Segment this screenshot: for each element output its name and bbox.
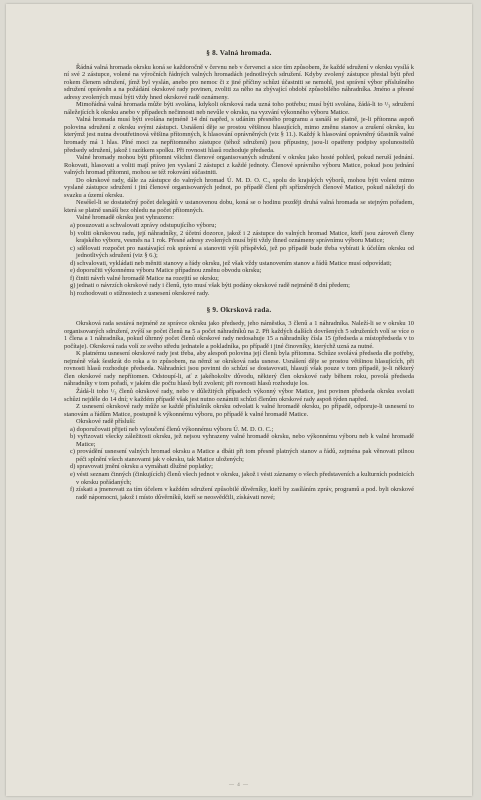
section-8-body (64, 64, 414, 222)
list-item: d) spravovati jmění okrsku a vymáhati dlužné poplatky; (70, 463, 213, 471)
paragraph: Okrskové radě přísluší: (76, 418, 136, 426)
list-item: e) doporučiti výkonnému výboru Matice případnou změnu obvodu okrsku; (70, 267, 262, 275)
list-item: f) získati a jmenovati za tím účelem v každém sdružení způsobilé důvěrníky, kteří by zasíláním zpráv, programů a pod. byli okrskové radě nápomocni, jakož i místo důvěrníků, kteří se neosvědčili, získávati nové; (70, 486, 414, 501)
section-8-list (64, 222, 414, 297)
section-9-heading: § 9. Okrsková rada. (206, 305, 272, 314)
list-item: f) činiti návrh valné hromadě Matice na rozejití se okrsku; (70, 274, 219, 282)
list-item: d) schvalovati, vykládati neb měniti stanovy a řády okrsku, jež však vždy ustanovením stanov a řádů Matice musí odpovídati; (70, 259, 392, 267)
paragraph: Valné hromadě okrsku jest vyhrazeno: (76, 214, 174, 222)
paragraph: Valná hromada musí býti svolána nejméně 14 dní napřed, s udáním přesného programu a usnáší se platně, je-li přítomna aspoň polovina sdružení z okrsku svými zástupci. Usnášení děje se prostou většinou hlasujících, mimo změnu stanov a zrušení okrsku, ku kterýmž jest nutna dvoutřetinová většina přítomných, k hlasování oprávněných (viz § 11.). Každý k hlasování oprávněný účastník valné hromady má 1 hlas. Plné moci za nepřítomného zástupce (téhož sdružení) jsou přípustny, jsou-li opatřeny podpisy spolunositelů předsedy sdružení, jakož i razítkem spolku. Při rovnosti hlasů rozhoduje předseda. (64, 116, 414, 154)
list-item: e) vésti seznam činných (činkujících) členů všech jednot v okrsku, jakož i vésti záznamy o všech představeních a kulturních podnicích v okrsku pořádaných; (70, 470, 414, 486)
list-item: a) posuzovati a schvalovati zprávy odstupujícího výboru; (70, 222, 217, 230)
paragraph: Neséšel-li se dostatečný počet delegátů v ustanovenou dobu, koná se o hodinu později druhá valná hromada se stejným pořadem, která se platně usnáší bez ohledu na počet přítomných. (64, 199, 414, 214)
paragraph: Do okrskové rady, dále za zástupce do valných hromad Ú. M. D. O. C., spolu do krajských výborů, mohou býti voleni mimo vyslané zástupce sdružení i jiní členové organisovaných jednot, po případě členi při spřízněných členové Matice, pokud náležejí do svazku a území okrsku. (64, 176, 414, 199)
paragraph: Mimořádná valná hromada může býti svolána, kdykoli okrsková rada uzná toho potřebu; musí býti svolána, žádá-li to ¹/₃ sdružení náležejících k okrsku anebo v případech nečinnosti neb nevůle v okrsku, na vyzvání výkonného výboru Matice. (64, 101, 414, 116)
page-footer: — 4 — (229, 783, 249, 788)
list-item: b) vyřizovati všecky záležitosti okrsku, jež nejsou vyhrazeny valné hromadě okrsku, nebo výkonnému výboru neb k valné hromadě Matice; (70, 433, 414, 448)
document-page (6, 4, 472, 796)
list-item: h) rozhodovati o stížnostech z usnesení okrskové rady. (70, 289, 210, 297)
paragraph: Z usnesení okrskové rady může se každé příslušník okrsku odvolati k valné hromadě okrsku, po případě, odporuje-li usnesení to stanovám a řádům Matice, postupně k výkonnému výboru, po případě k valné hromadě Matice. (64, 403, 414, 418)
list-item: c) sdělovati rozpočet pro nastávající rok správní a stanoviti výši příspěvků, jež po případě bude třeba vybírati k účelům okrsku od jednotlivých sdružení (viz § 6.); (70, 244, 414, 260)
list-item: g) jednati o návrzích okrskové rady i členů, tyto musí však býti podány okrskové radě nejméně 8 dní předem; (70, 282, 350, 290)
list-item: b) voliti okrskovou radu, její náhradníky, 2 účetní dozorce, jakož i 2 zástupce do valných hromad Matice, kteří jsou zároveň členy krajského výboru, vesměs na 1 rok. Přesné adresy zvolených musí býti vždy ihned oznámeny správnímu výboru Matice; (70, 229, 414, 245)
paragraph: Okrsková rada sestává nejméně ze správce okrsku jako předsedy, jeho náměstka, 3 členů a 1 náhradníka. Naleží-li se v okrsku 10 organisovaných sdružení, zvýší se počet členů na 5 a počet náhradníků na 2. Při každých dalších dovršených 5 sdruženích volí se více o 1 člena a 1 náhradníka, pokud úhrnný počet členů okrskové rady nedosahuje 15 a náhradníky čísla 15 (předseda a místopředseda v to počítaje). Okrsková rada volí ze svého středu jednatele a pokladníka, po případě i jiné činovníky, kterýchž uzná za nutné. (64, 320, 414, 350)
section-8-heading: § 8. Valná hromada. (206, 49, 272, 57)
paragraph: Valné hromady mohou býti přítomni všichni členové organisovaných sdružení v okrsku jako hosté pohled, pokud neruší jednání. Rokovati, hlasovati a voliti mají právo jen vyslaní 2 zástupci z každé jednoty. Členové správního výboru Matice, pokud jsou jednání valných hromad přítomni, mohou se též rokování súčastniti. (64, 154, 414, 177)
list-item: a) doporučovati přijetí neb vyloučení členů výkonnému výboru Ú. M. D. O. C.; (70, 425, 274, 433)
paragraph: Řádná valná hromada okrsku koná se každoročně v červnu neb v červenci a sice tím způsobem, že každé sdružení v okrsku vysílá k ní své 2 zástupce, volené na výročních řádných valných hromadách jednotlivých sdružení. Kdyby zvolený zástupce přestal býti před rokem členem sdružení, jímž byl vyslán, anebo pro nemoc či z jiné příčiny schůzi účastniti se nemohl, jest správní výbor příslušného sdružení oprávněn a na požádání okrskové rady povinen, zvoliti za něho na zbývající období způsobilého náhradníka. Jméno a přesné adresy zvolených musí býti vždy hned okrskové radě oznámeny. (64, 63, 414, 101)
paragraph: K platnému usnesení okrskové rady jest třeba, aby alespoň polovina její členů byla přítomna. Schůze svolává předseda dle potřeby, nejméně však šestkrát do roka a to způsobem, na němž se okrsková rada usnese. Usnášení děje se prostou většinou hlasujících, při rovnosti hlasů rozhoduje předseda. Náhradníci jsou povinni do schůzí se dostavovati, hlasují však pouze v tom případě, je-li některý člen okrskové rady nepřítomen. Odstoupí-li, ať z jakéhokoliv důvodu, některý člen okrskové rady během roku, povolá předseda náhradníky v tom pořadí, v jakém dle počtu hlasů byli zvoleni; při rovnosti hlasů rozhoduje los. (64, 350, 414, 388)
section-9-list (64, 426, 414, 501)
text-column (64, 50, 414, 501)
paragraph: Žádá-li toho ¹/₃ členů okrskové rady, nebo v důležitých případech výkonný výbor Matice, jest povinen předseda okrsku svolati schůzi nejdéle do 14 dní; v každém případě však jest nutno oznámiti schůzi členům okrskové rady aspoň týden napřed. (64, 387, 414, 403)
list-item: c) provádění usnesení valných hromad okrsku a Matice a dbáti při tom přesně platných stanov a řádů, zejména pak věnovati pilnou péči splnění všech stanovami jak v okrsku, tak Matice uložených; (70, 448, 414, 463)
section-9-body (64, 320, 414, 426)
